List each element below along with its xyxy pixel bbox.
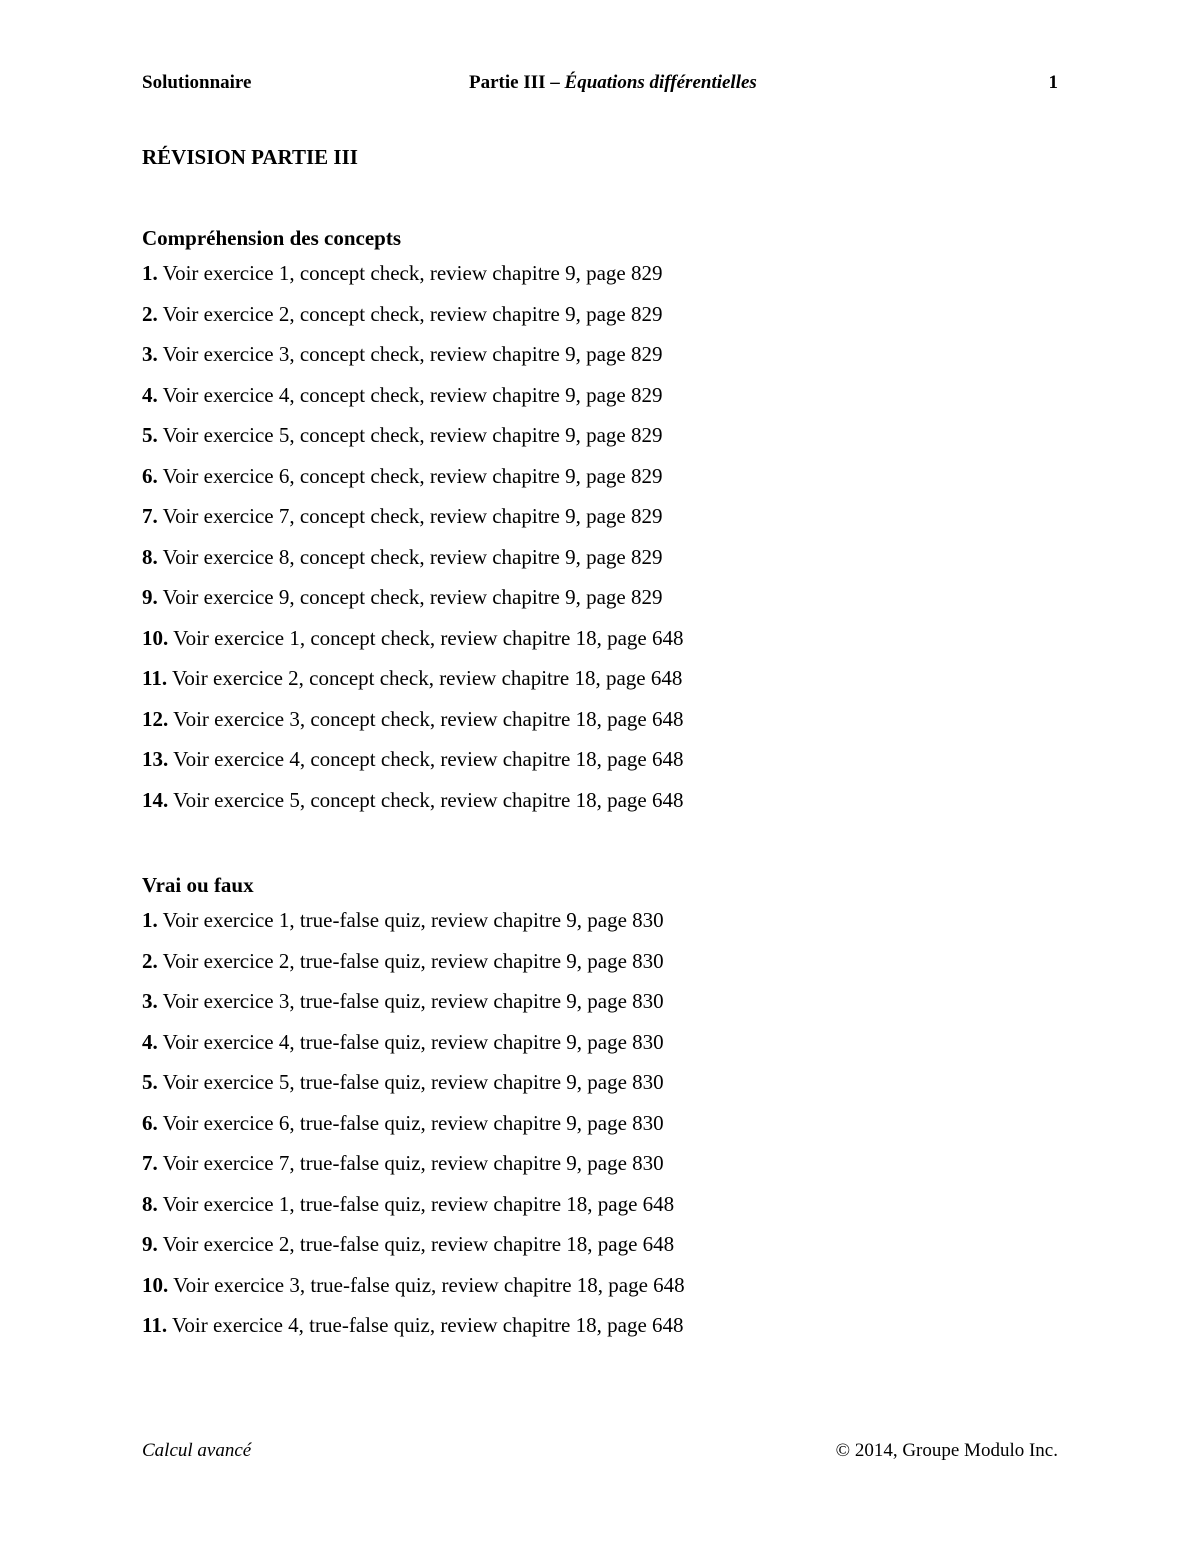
item-list: [142, 900, 1058, 1346]
item-number: 1.: [142, 261, 158, 285]
list-item: [142, 1062, 1058, 1103]
list-item: [142, 941, 1058, 982]
item-text: Voir exercice 4, concept check, review chapitre 9, page 829: [157, 382, 663, 407]
item-text: Voir exercice 1, concept check, review chapitre 9, page 829: [157, 261, 663, 285]
item-number: 9.: [142, 1232, 158, 1256]
item-text: Voir exercice 1, true-false quiz, review chapitre 9, page 830: [157, 908, 664, 932]
item-number: 8.: [142, 1191, 158, 1216]
item-number: 10.: [142, 1272, 169, 1297]
list-item: [142, 334, 1058, 375]
item-number: 2.: [142, 948, 158, 973]
item-number: 3.: [142, 342, 158, 366]
item-text: Voir exercice 1, true-false quiz, review chapitre 18, page 648: [157, 1191, 675, 1216]
item-number: 3.: [142, 989, 158, 1013]
section-vrai-ou-faux: [142, 870, 1058, 1346]
item-text: Voir exercice 3, concept check, review chapitre 18, page 648: [168, 706, 684, 731]
item-text: Voir exercice 3, true-false quiz, review chapitre 18, page 648: [168, 1272, 685, 1297]
item-number: 10.: [142, 625, 169, 650]
item-number: 5.: [142, 423, 158, 447]
item-number: 13.: [142, 747, 169, 771]
item-text: Voir exercice 2, true-false quiz, review chapitre 18, page 648: [157, 1232, 675, 1256]
item-text: Voir exercice 5, concept check, review chapitre 9, page 829: [157, 423, 663, 447]
header-part-prefix: Partie III –: [469, 72, 565, 93]
section-comprehension: [142, 223, 1058, 820]
document-title: RÉVISION PARTIE III: [142, 145, 358, 169]
list-item: [142, 739, 1058, 780]
item-number: 6.: [142, 1110, 158, 1135]
item-list: [142, 253, 1058, 820]
item-text: Voir exercice 3, concept check, review chapitre 9, page 829: [157, 342, 663, 366]
item-text: Voir exercice 6, concept check, review chapitre 9, page 829: [157, 463, 663, 488]
item-number: 6.: [142, 463, 158, 488]
list-item: [142, 618, 1058, 659]
header-page-number: 1: [1048, 72, 1058, 93]
item-text: Voir exercice 5, true-false quiz, review chapitre 9, page 830: [157, 1070, 664, 1094]
item-number: 1.: [142, 908, 158, 932]
item-number: 2.: [142, 301, 158, 326]
item-text: Voir exercice 2, true-false quiz, review chapitre 9, page 830: [157, 948, 664, 973]
page-content: [142, 142, 1058, 1346]
list-item: [142, 456, 1058, 497]
list-item: [142, 780, 1058, 821]
item-text: Voir exercice 8, concept check, review chapitre 9, page 829: [157, 544, 663, 569]
item-text: Voir exercice 4, concept check, review chapitre 18, page 648: [168, 747, 684, 771]
list-item: [142, 496, 1058, 537]
section-title: Compréhension des concepts: [142, 226, 402, 250]
item-text: Voir exercice 1, concept check, review chapitre 18, page 648: [168, 625, 684, 650]
list-item: [142, 1103, 1058, 1144]
list-item: [142, 294, 1058, 335]
list-item: [142, 1265, 1058, 1306]
page-footer: [142, 1440, 1058, 1466]
item-number: 4.: [142, 382, 158, 407]
item-text: Voir exercice 2, concept check, review chapitre 9, page 829: [157, 301, 663, 326]
item-number: 11.: [142, 1313, 168, 1337]
item-number: 14.: [142, 787, 169, 812]
item-number: 11.: [142, 666, 168, 690]
item-number: 7.: [142, 1151, 158, 1175]
header-part-subject: Équations différentielles: [564, 72, 757, 93]
section-title: Vrai ou faux: [142, 873, 254, 897]
item-number: 8.: [142, 544, 158, 569]
item-text: Voir exercice 7, true-false quiz, review chapitre 9, page 830: [157, 1151, 664, 1175]
footer-book-title: Calcul avancé: [142, 1440, 252, 1461]
list-item: [142, 981, 1058, 1022]
list-item: [142, 658, 1058, 699]
list-item: [142, 1022, 1058, 1063]
list-item: [142, 1143, 1058, 1184]
list-item: [142, 699, 1058, 740]
footer-copyright: © 2014, Groupe Modulo Inc.: [835, 1440, 1058, 1461]
item-text: Voir exercice 2, concept check, review chapitre 18, page 648: [167, 666, 683, 690]
list-item: [142, 415, 1058, 456]
list-item: [142, 1305, 1058, 1346]
list-item: [142, 375, 1058, 416]
item-number: 9.: [142, 585, 158, 609]
item-text: Voir exercice 3, true-false quiz, review chapitre 9, page 830: [157, 989, 664, 1013]
item-number: 5.: [142, 1070, 158, 1094]
item-number: 12.: [142, 706, 169, 731]
list-item: [142, 1184, 1058, 1225]
header-part-title: [469, 72, 757, 94]
list-item: [142, 577, 1058, 618]
item-text: Voir exercice 4, true-false quiz, review chapitre 18, page 648: [167, 1313, 684, 1337]
item-text: Voir exercice 7, concept check, review chapitre 9, page 829: [157, 504, 663, 528]
page-header: [142, 72, 1058, 98]
item-number: 7.: [142, 504, 158, 528]
item-number: 4.: [142, 1029, 158, 1054]
item-text: Voir exercice 4, true-false quiz, review chapitre 9, page 830: [157, 1029, 664, 1054]
header-document-type: Solutionnaire: [142, 72, 252, 93]
list-item: [142, 900, 1058, 941]
item-text: Voir exercice 5, concept check, review chapitre 18, page 648: [168, 787, 684, 812]
item-text: Voir exercice 6, true-false quiz, review chapitre 9, page 830: [157, 1110, 664, 1135]
list-item: [142, 1224, 1058, 1265]
list-item: [142, 537, 1058, 578]
item-text: Voir exercice 9, concept check, review chapitre 9, page 829: [157, 585, 663, 609]
list-item: [142, 253, 1058, 294]
